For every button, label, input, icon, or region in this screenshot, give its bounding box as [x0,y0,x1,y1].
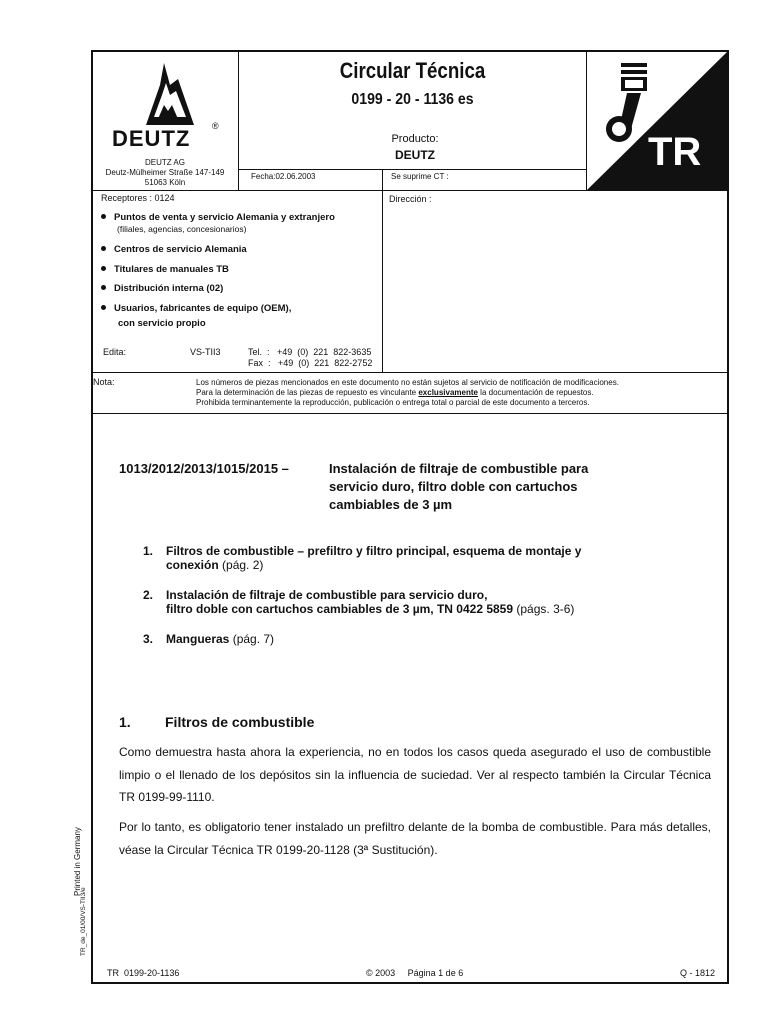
product-label: Producto: [391,133,439,145]
product-value: DEUTZ [395,148,435,162]
date-field: Fecha:02.06.2003 [251,172,316,181]
toc-item: Filtros de combustible – prefiltro y filtro principal, esquema de montaje y [166,544,582,558]
subject-line-3: cambiables de 3 µm [329,497,453,512]
recipient-sub: (filiales, agencias, concesionarios) [117,224,247,234]
recipients-bottom-line [92,372,728,373]
replaces-field: Se suprime CT : [391,172,449,181]
doc-number: 0199 - 20 - 1136 es [351,91,474,108]
recipient-item: Centros de servicio Alemania [101,244,247,255]
date-row-split [382,169,383,190]
printed-in-germany: Printed in Germany [73,827,82,896]
deutz-logo-text: DEUTZ [112,126,191,151]
toc-item: Mangueras (pág. 7) [166,632,275,646]
fax: Fax : +49 (0) 221 822-2752 [248,358,373,368]
section-paragraph-2: Por lo tanto, es obligatorio tener instalado un prefiltro delante de la bomba de combustible. Para más detalles, véase la Circular Técnica TR 0199-20-1128 (3ª Sustitución). [119,820,711,857]
date-row-top [238,169,586,170]
bullet-icon [101,285,106,290]
toc-num: 1. [143,544,154,558]
section-paragraph-1: Como demuestra hasta ahora la experiencia, no en todos los casos queda asegurado el uso de combustible limpio o el llenado de los depósitos sin la influencia de suciedad. Ver al respecto también la Circular Técnica TR 0199-99-1110. [119,745,711,804]
note-line-2: Para la determinación de las piezas de repuesto es vinculante exclusivamente la documentación de repuestos. [196,388,594,397]
recipient-item: Titulares de manuales TB [101,264,229,275]
note-bottom-line [92,413,728,414]
editor-label: Edita: [103,347,127,357]
registered-mark: ® [212,121,219,131]
bullet-icon [101,305,106,310]
footer-code: Q - 1812 [680,968,716,978]
recipients-label: Receptores : 0124 [101,193,175,203]
toc-item-cont: conexión (pág. 2) [166,558,264,572]
bullet-icon [101,214,106,219]
recipient-item: Distribución interna (02) [101,283,223,294]
toc-num: 3. [143,632,154,646]
bullet-icon [101,266,106,271]
form-code: TR_de_01/00/VS-TII3/e [80,887,87,956]
editor-value: VS-TII3 [190,347,221,357]
note-line-3: Prohibida terminantemente la reproducción, publicación o entrega total o parcial de este documento a terceros. [196,398,590,407]
note-label: Nota: [93,377,115,387]
company-address-2: 51063 Köln [144,178,186,187]
note-line-1: Los números de piezas mencionados en este documento no están sujetos al servicio de notificación de modificaciones. [196,378,619,387]
subject-line-1: Instalación de filtraje de combustible para [329,461,589,476]
recipients-divider [382,190,383,372]
footer-page-info: © 2003 Página 1 de 6 [366,968,464,978]
recipient-item: Puntos de venta y servicio Alemania y extranjero [101,212,335,223]
bullet-icon [101,246,106,251]
subject-line-2: servicio duro, filtro doble con cartuchos [329,479,578,494]
recipient-item: Usuarios, fabricantes de equipo (OEM), [101,303,291,314]
recipient-sub: con servicio propio [118,318,206,329]
toc-item-cont: filtro doble con cartuchos cambiables de 3 µm, TN 0422 5859 (págs. 3-6) [166,602,575,616]
header-bottom-line [92,190,728,191]
toc-num: 2. [143,588,154,602]
section-number: 1. [119,714,131,730]
section-title: Filtros de combustible [165,714,315,730]
tel: Tel. : +49 (0) 221 822-3635 [248,347,372,357]
address-label: Dirección : [389,194,432,204]
doc-title: Circular Técnica [339,58,486,83]
tr-label: TR [648,130,702,174]
company-name: DEUTZ AG [144,158,185,167]
subject-models: 1013/2012/2013/1015/2015 – [119,461,289,476]
footer-doc-number: TR 0199-20-1136 [107,968,180,978]
toc-item: Instalación de filtraje de combustible para servicio duro, [166,588,488,602]
company-address-1: Deutz-Mülheimer Straße 147-149 [105,168,225,177]
